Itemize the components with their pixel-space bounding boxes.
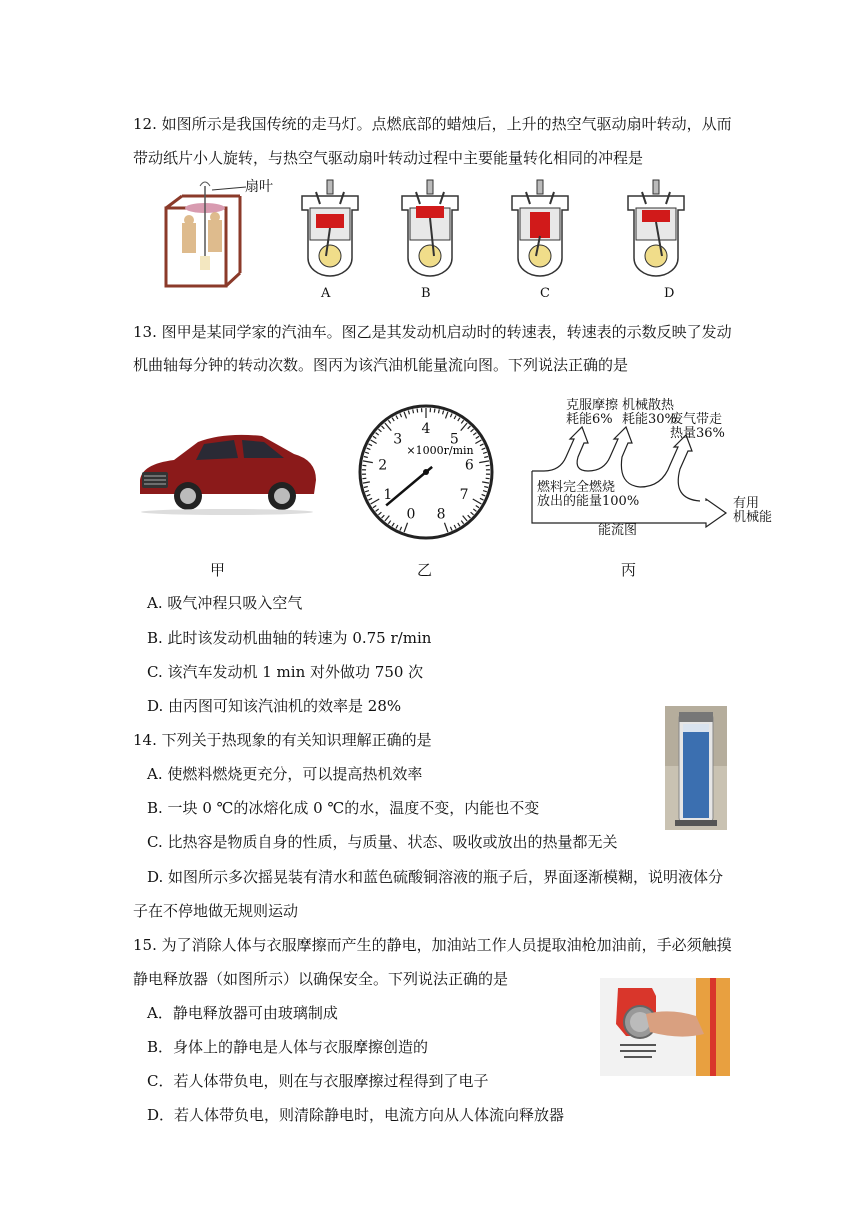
q14-option-d: D. 如图所示多次摇晃装有清水和蓝色硫酸铜溶液的瓶子后，界面逐渐模糊，说明液体分 <box>147 868 724 886</box>
engine-diagram-a <box>296 178 364 278</box>
q15-option-d: D．若人体带负电，则清除静电时，电流方向从人体流向释放器 <box>147 1106 565 1124</box>
bottle-image <box>665 706 727 830</box>
fig-label-jia: 甲 <box>210 561 226 579</box>
q14-option-a: A. 使燃料燃烧更充分，可以提高热机效率 <box>147 765 423 783</box>
flow-exhaust: 废气带走 热量36% <box>670 412 725 441</box>
gauge-tick <box>438 409 439 413</box>
gauge-tick <box>413 409 414 413</box>
fig-label-bing: 丙 <box>621 561 637 579</box>
q13-stem-line2: 机曲轴每分钟的转动次数。图丙为该汽油机能量流向图。下列说法正确的是 <box>133 356 629 374</box>
gauge-tick-label: 6 <box>464 457 474 474</box>
q14-stem: 14. 下列关于热现象的有关知识理解正确的是 <box>133 731 432 749</box>
flow-friction: 克服摩擦 耗能6% <box>566 398 619 427</box>
q15-stem-line2: 静电释放器（如图所示）以确保安全。下列说法正确的是 <box>133 970 509 988</box>
gauge-unit: ×1000r/min <box>406 444 474 457</box>
gauge-tick <box>417 409 418 413</box>
choice-label-d: D <box>664 286 675 301</box>
engine-diagram-d <box>622 178 690 278</box>
q13-option-d: D. 由丙图可知该汽油机的效率是 28% <box>147 697 402 715</box>
q13-option-b: B. 此时该发动机曲轴的转速为 0.75 r/min <box>147 629 432 647</box>
q12-stem-line1: 12. 如图所示是我国传统的走马灯。点燃底部的蜡烛后，上升的热空气驱动扇叶转动，从而 <box>133 115 732 133</box>
q12-stem-line2: 带动纸片小人旋转，与热空气驱动扇叶转动过程中主要能量转化相同的冲程是 <box>133 149 644 167</box>
q14-option-d-continued: 子在不停地做无规则运动 <box>133 902 299 920</box>
gauge-tick <box>434 409 435 413</box>
flow-caption: 能流图 <box>598 523 638 538</box>
q15-option-c: C．若人体带负电，则在与衣服摩擦过程得到了电子 <box>147 1072 489 1090</box>
flow-heat: 机械散热 耗能30% <box>622 398 677 427</box>
car-image <box>134 430 320 516</box>
gauge-tick-label: 1 <box>383 487 393 503</box>
q15-stem-line1: 15. 为了消除人体与衣服摩擦而产生的静电，加油站工作人员提取油枪加油前，手必须触摸 <box>133 936 732 954</box>
flow-useful: 有用 机械能 <box>733 496 773 525</box>
gauge-tick-label: 3 <box>393 431 403 448</box>
lantern-figure <box>160 178 245 290</box>
q13-option-c: C. 该汽车发动机 1 min 对外做功 750 次 <box>147 663 424 681</box>
gauge-tick-label: 0 <box>406 506 416 523</box>
choice-label-a: A <box>321 286 331 301</box>
fig-label-yi: 乙 <box>417 561 433 579</box>
choice-label-c: C <box>540 286 550 301</box>
engine-diagram-c <box>506 178 574 278</box>
q13-option-a: A. 吸气冲程只吸入空气 <box>147 594 303 612</box>
tachometer-gauge <box>356 402 496 542</box>
fan-pointer-line <box>212 186 248 192</box>
q13-stem-line1: 13. 图甲是某同学家的汽油车。图乙是其发动机启动时的转速表，转速表的示数反映了发动 <box>133 323 732 341</box>
flow-fuel: 燃料完全燃烧 放出的能量100% <box>537 480 640 509</box>
choice-label-b: B <box>421 286 431 301</box>
q14-option-b: B. 一块 0 ℃的冰熔化成 0 ℃的水，温度不变，内能也不变 <box>147 799 540 817</box>
fan-label: 扇叶 <box>245 179 273 195</box>
static-discharger-image <box>600 978 730 1076</box>
q15-option-b: B．身体上的静电是人体与衣服摩擦创造的 <box>147 1038 429 1056</box>
gauge-tick-label: 2 <box>378 457 388 474</box>
q15-option-a: A．静电释放器可由玻璃制成 <box>147 1004 338 1022</box>
engine-diagram-b <box>396 178 464 278</box>
gauge-tick-label: 4 <box>421 421 431 437</box>
q14-option-c: C. 比热容是物质自身的性质，与质量、状态、吸收或放出的热量都无关 <box>147 833 618 851</box>
gauge-tick-label: 7 <box>459 487 469 503</box>
gauge-tick-label: 8 <box>436 506 446 523</box>
gauge-tick-label: 5 <box>449 431 459 448</box>
